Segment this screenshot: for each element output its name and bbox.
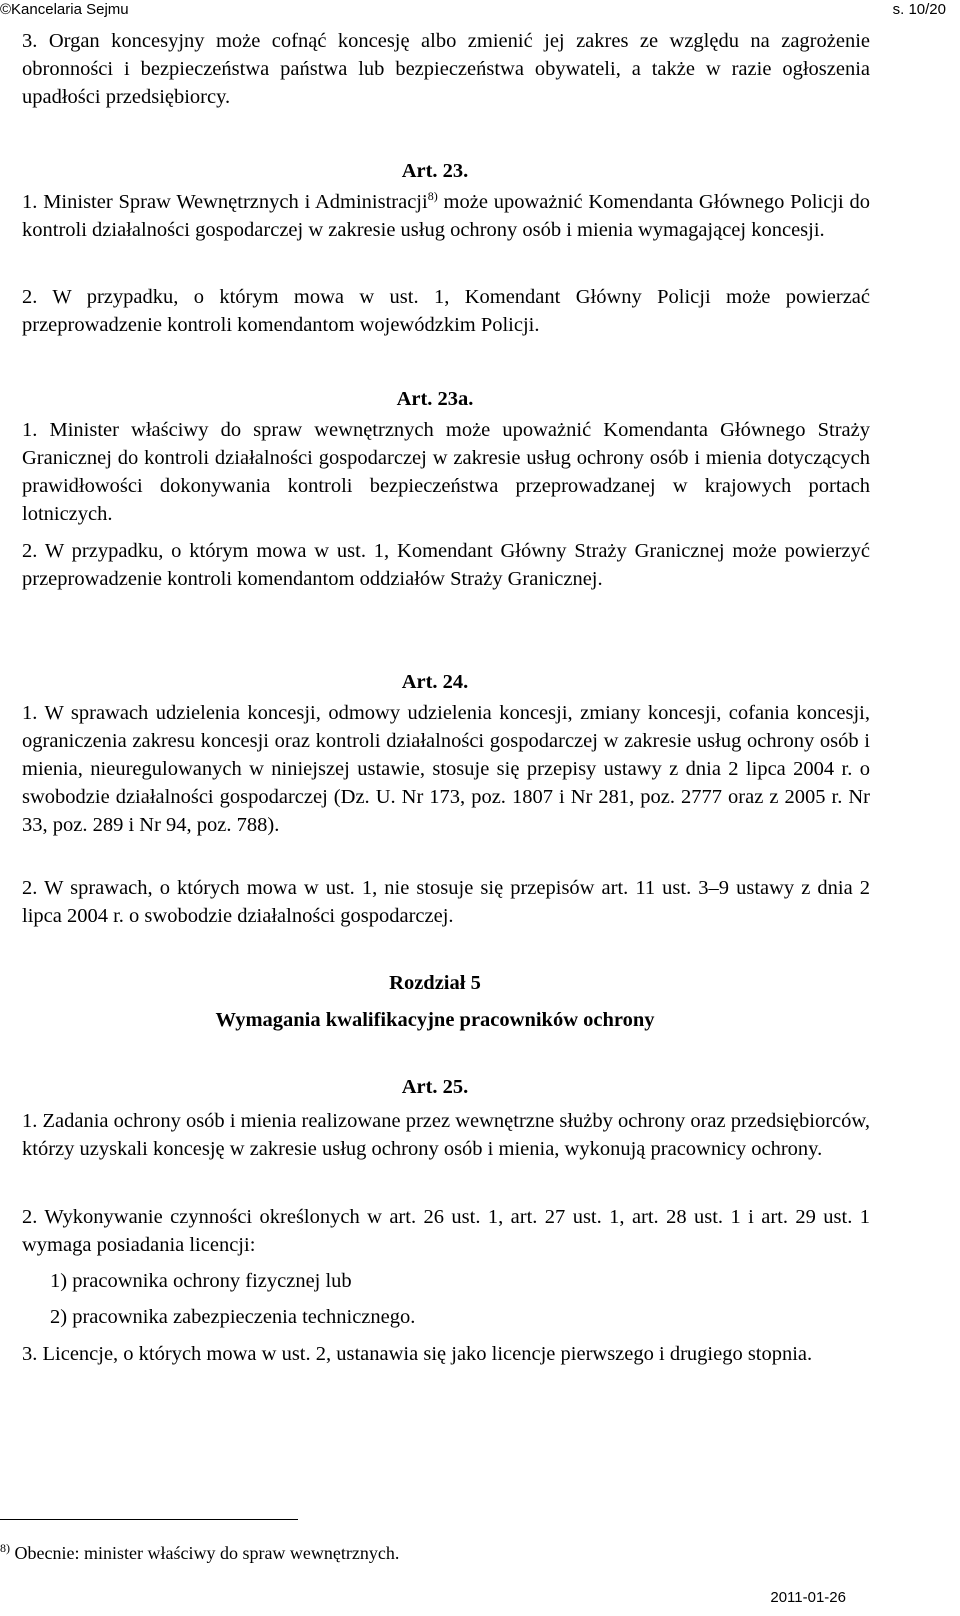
chapter-number: Rozdział 5 [389,972,481,994]
chapter-title: Wymagania kwalifikacyjne pracowników ochrony [215,1009,655,1031]
footnote-mark: 8) [0,1541,10,1555]
art25-list-item-2: 2) pracownika zabezpieczenia technicznego. [50,1306,416,1328]
art23-paragraph-2: 2. W przypadku, o którym mowa w ust. 1, Komendant Główny Policji może powierzać przeprowadzenie kontroli komendantom wojewódzkim Policji. [22,286,870,336]
header-page-number: s. 10/20 [892,1,946,18]
art23-title: Art. 23. [401,160,469,182]
art25-title: Art. 25. [401,1076,469,1098]
art24-paragraph-2: 2. W sprawach, o których mowa w ust. 1, nie stosuje się przepisów art. 11 ust. 3–9 ustawy z dnia 2 lipca 2004 r. o swobodzie działalności gospodarczej. [22,877,870,927]
footnote-8 [0,1542,900,1564]
art25-paragraph-1: 1. Zadania ochrony osób i mienia realizowane przez wewnętrzne służby ochrony oraz przedsiębiorców, którzy uzyskali koncesję w zakresie usług ochrony osób i mienia, wykonują pracownicy ochrony. [22,1110,870,1160]
art23a-paragraph-1: 1. Minister właściwy do spraw wewnętrznych może upoważnić Komendanta Głównego Straży Granicznej do kontroli działalności gospodarczej w zakresie usług ochrony osób i mienia dotyczących prawidłowości dokonywania kontroli bezpieczeństwa przeprowadzanej w krajowych portach lotniczych. [22,419,870,525]
footnote-text: Obecnie: minister właściwy do spraw wewnętrznych. [10,1543,400,1563]
page-header [0,0,946,24]
art23a-title: Art. 23a. [396,388,474,410]
footnote-ref-8: 8) [427,189,438,204]
art24-paragraph-1: 1. W sprawach udzielenia koncesji, odmowy udzielenia koncesji, zmiany koncesji, cofania koncesji, ograniczenia zakresu koncesji oraz kontroli działalności gospodarczej w zakresie usług ochrony osób i mienia, nieuregulowanych w niniejszej ustawie, stosuje się przepisy ustawy z dnia 2 lipca 2004 r. o swobodzie działalności gospodarczej (Dz. U. Nr 173, poz. 1807 i Nr 281, poz. 2777 oraz z 2005 r. Nr 33, poz. 289 i Nr 94, poz. 788). [22,702,870,836]
art23a-paragraph-2: 2. W przypadku, o którym mowa w ust. 1, Komendant Główny Straży Granicznej może powierzyć przeprowadzenie kontroli komendantom oddziałów Straży Granicznej. [22,540,870,590]
footnote-separator [0,1519,298,1520]
footer-date: 2011-01-26 [770,1589,846,1606]
header-source: ©Kancelaria Sejmu [0,1,129,18]
art25-paragraph-3: 3. Licencje, o których mowa w ust. 2, ustanawia się jako licencje pierwszego i drugiego stopnia. [22,1343,813,1365]
art25-paragraph-2: 2. Wykonywanie czynności określonych w art. 26 ust. 1, art. 27 ust. 1, art. 28 ust. 1 i art. 29 ust. 1 wymaga posiadania licencji: [22,1206,870,1256]
art24-title: Art. 24. [401,671,469,693]
art22-paragraph-3: 3. Organ koncesyjny może cofnąć koncesję albo zmienić jej zakres ze względu na zagrożenie obronności i bezpieczeństwa państwa lub bezpieczeństwa obywateli, a także w razie ogłoszenia upadłości przedsiębiorcy. [22,30,870,108]
art23-paragraph-1: 1. Minister Spraw Wewnętrznych i Administracji$^{8)}$ może upoważnić Komendanta Głównego Policji do kontroli działalności gospodarczej w zakresie usług ochrony osób i mienia wymagającej koncesji. [22,189,871,241]
art25-list-item-1: 1) pracownika ochrony fizycznej lub [50,1270,352,1292]
